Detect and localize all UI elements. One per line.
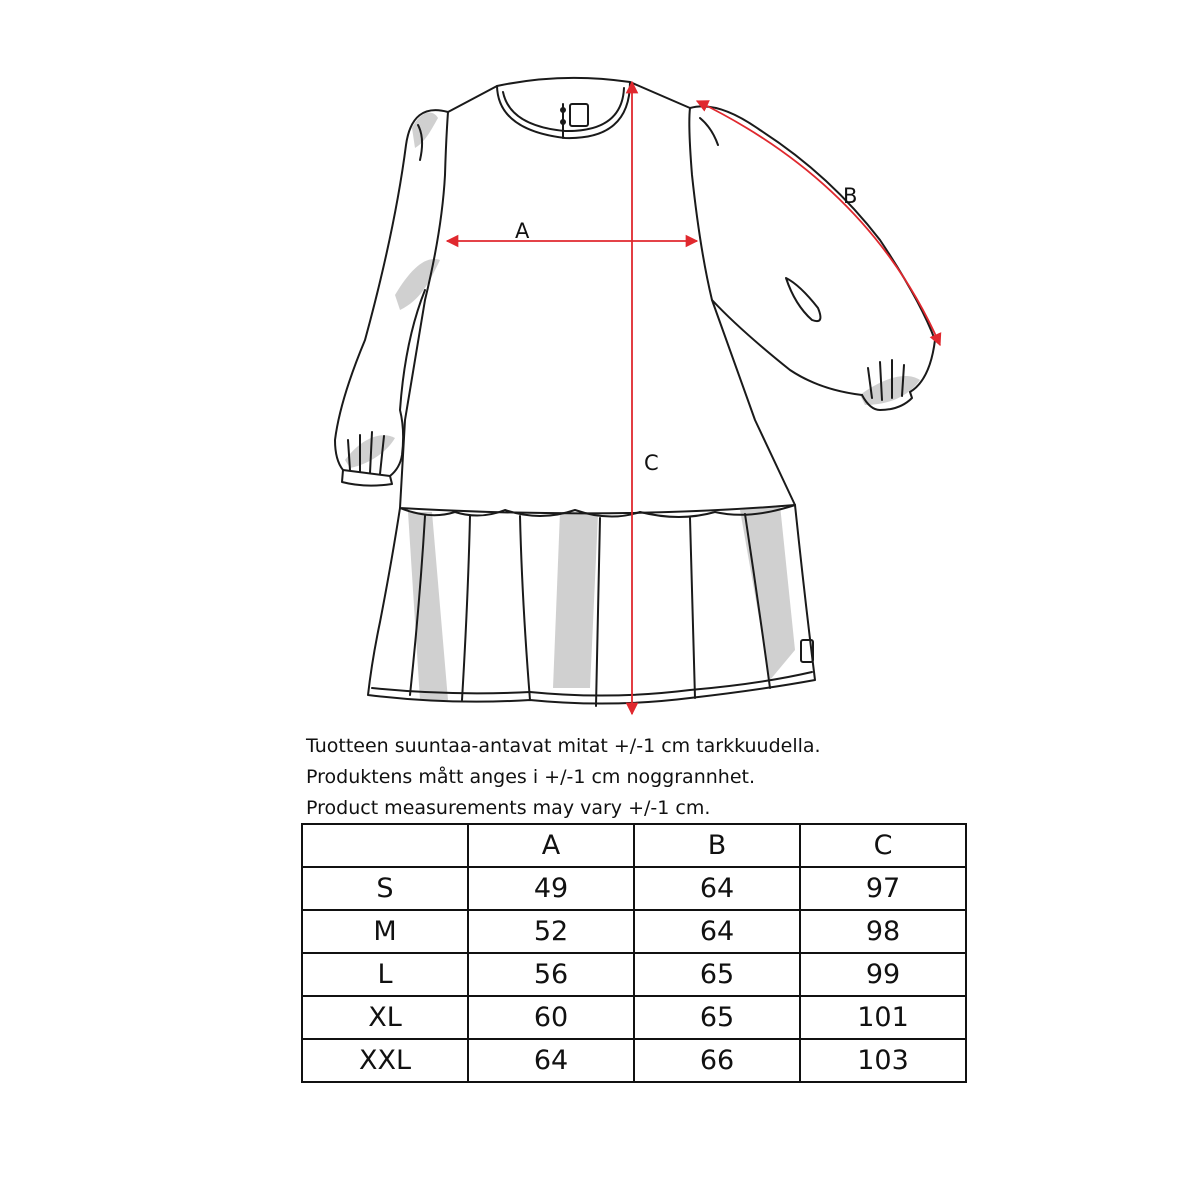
right-sleeve — [690, 106, 935, 392]
header-cell-a: A — [468, 824, 634, 867]
value-cell-a: 49 — [468, 867, 634, 910]
header-cell-b: B — [634, 824, 800, 867]
table-row — [302, 867, 966, 910]
measure-a-label: A — [515, 219, 530, 243]
size-cell: L — [302, 953, 468, 996]
size-cell: S — [302, 867, 468, 910]
value-cell-a: 60 — [468, 996, 634, 1039]
table-row — [302, 1039, 966, 1082]
value-cell-c: 97 — [800, 867, 966, 910]
value-cell-c: 99 — [800, 953, 966, 996]
header-cell-c: C — [800, 824, 966, 867]
note-english: Product measurements may vary +/-1 cm. — [306, 797, 711, 819]
measure-b-label: B — [843, 184, 858, 208]
value-cell-a: 64 — [468, 1039, 634, 1082]
neck-label — [570, 104, 588, 126]
table-header-row — [302, 824, 966, 867]
value-cell-a: 52 — [468, 910, 634, 953]
size-cell: XXL — [302, 1039, 468, 1082]
value-cell-b: 66 — [634, 1039, 800, 1082]
size-cell: XL — [302, 996, 468, 1039]
value-cell-a: 56 — [468, 953, 634, 996]
left-sleeve — [335, 110, 448, 476]
size-cell: M — [302, 910, 468, 953]
header-cell-empty — [302, 824, 468, 867]
note-swedish: Produktens mått anges i +/-1 cm noggrannhet. — [306, 766, 755, 788]
note-finnish: Tuotteen suuntaa-antavat mitat +/-1 cm tarkkuudella. — [306, 735, 821, 757]
value-cell-b: 64 — [634, 910, 800, 953]
value-cell-b: 65 — [634, 996, 800, 1039]
measure-c-label: C — [644, 451, 659, 475]
table-row — [302, 953, 966, 996]
table-row — [302, 910, 966, 953]
value-cell-c: 101 — [800, 996, 966, 1039]
value-cell-b: 65 — [634, 953, 800, 996]
bodice — [400, 78, 795, 513]
value-cell-b: 64 — [634, 867, 800, 910]
value-cell-c: 98 — [800, 910, 966, 953]
table-row — [302, 996, 966, 1039]
value-cell-c: 103 — [800, 1039, 966, 1082]
size-table — [301, 823, 967, 1083]
